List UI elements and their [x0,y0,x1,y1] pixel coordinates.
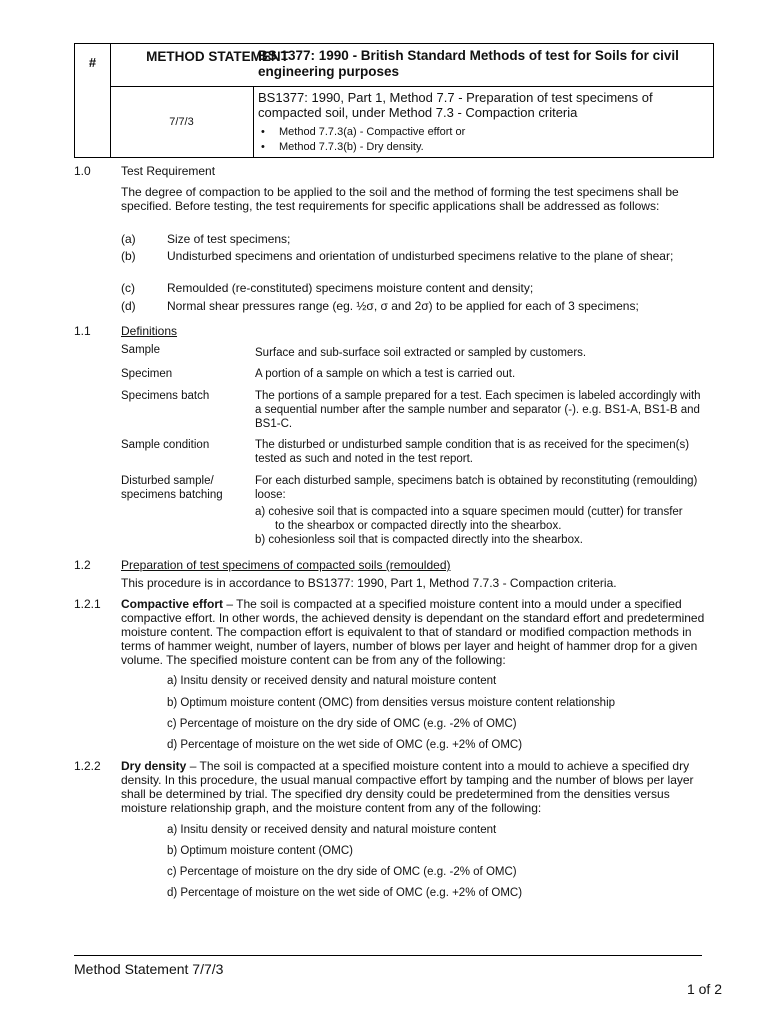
header-table: # METHOD STATEMENT BS 1377: 1990 - British Standard Methods of test for Soils for civil engineering purposes 7/7/3 BS1377: 1990, Part 1, Method 7.7 - Preparation of test specimens of compacted soil, under Method 7.3 - Compaction criteria • Method 7.7.3(a) - Compactive effort or • Method 7.7.3(b) - Dry density. [74,43,714,158]
paragraph-lead: Compactive effort [121,597,224,611]
table-divider [110,86,713,87]
footer-divider [74,955,702,956]
section-title: Test Requirement [121,164,216,178]
bullet-icon: • [261,141,265,153]
section-title: Preparation of test specimens of compacted soils (remoulded) [121,558,451,572]
section-intro: The degree of compaction to be applied to the soil and the method of forming the test specimens shall be specified. Before testing, the test requirements for specific applications shall be addressed as follows: [121,185,679,213]
section-intro: This procedure is in accordance to BS1377: 1990, Part 1, Method 7.7.3 - Compaction criteria. [121,576,617,590]
definition-term: Specimen [121,368,173,380]
method-code: 7/7/3 [169,116,194,128]
definition-term: Sample condition [121,439,210,451]
list-item: Normal shear pressures range (eg. ½σ, σ and 2σ) to be applied for each of 3 specimens; [167,299,639,313]
table-divider [253,86,254,157]
definition-desc: A portion of a sample on which a test is carried out. [255,368,516,380]
definition-subitem: a) cohesive soil that is compacted into a square specimen mould (cutter) for transfer to the shearbox or compacted directly into the shearbox. [255,506,683,532]
hash-label: # [88,55,97,70]
standard-subtitle: BS1377: 1990, Part 1, Method 7.7 - Preparation of test specimens of compacted soil, under Method 7.3 - Compaction criteria [258,90,653,120]
list-item: b) Optimum moisture content (OMC) [167,845,353,857]
definition-term: Sample [121,344,160,356]
paragraph: Compactive effort – The soil is compacted at a specified moisture content into a mould under a specified compactive effort. In other words, the achieved density is dependant on the standard effort and predetermined moisture content. The compaction effort is equivalent to that of standard or modified compaction methods in terms of hammer weight, number of layers, number of blows per layer and height of hammer drop for a given volume. The specified moisture content can be from any of the following: [121,597,705,667]
page-number: 1 of 2 [686,981,722,997]
list-label: (c) [121,281,135,295]
list-item: b) Optimum moisture content (OMC) from densities versus moisture content relationship [167,697,616,709]
section-number: 1.2 [74,558,91,572]
bullet-icon: • [261,126,265,138]
definition-desc: For each disturbed sample, specimens batch is obtained by reconstituting (remoulding) loose: [255,475,698,501]
list-item: Remoulded (re-constituted) specimens moisture content and density; [167,281,534,295]
footer-title: Method Statement 7/7/3 [74,961,224,977]
paragraph-lead: Dry density [121,759,187,773]
list-item: c) Percentage of moisture on the dry side of OMC (e.g. -2% of OMC) [167,718,517,730]
section-number: 1.1 [74,324,91,338]
section-number: 1.2.2 [74,759,101,773]
list-item: d) Percentage of moisture on the wet side of OMC (e.g. +2% of OMC) [167,739,523,751]
list-item: a) Insitu density or received density and natural moisture content [167,675,497,687]
list-label: (a) [121,232,136,246]
list-label: (d) [121,299,136,313]
definition-term: Specimens batch [121,390,210,402]
list-item: Undisturbed specimens and orientation of undisturbed specimens relative to the plane of shear; [167,249,674,263]
list-item: a) Insitu density or received density and natural moisture content [167,824,497,836]
section-title: Definitions [121,324,178,338]
list-label: (b) [121,249,136,263]
standard-title: BS 1377: 1990 - British Standard Methods of test for Soils for civil engineering purposes [258,48,679,79]
section-number: 1.2.1 [74,597,101,611]
definition-term: Disturbed sample/ specimens batching [121,475,223,501]
section-number: 1.0 [74,164,91,178]
definition-subitem: b) cohesionless soil that is compacted directly into the shearbox. [255,534,583,546]
definition-desc: The portions of a sample prepared for a test. Each specimen is labeled accordingly with a sequential number after the sample number and separator (-). e.g. BS1-A, BS1-B and BS1-C. [255,390,701,430]
definition-desc: Surface and sub-surface soil extracted or sampled by customers. [255,347,587,359]
paragraph: Dry density – The soil is compacted at a specified moisture content into a mould to achieve a specified dry density. In this procedure, the usual manual compactive effort by tamping and the number of blows per layer shall be determined by trial. The specified dry density could be predetermined from the densities versus moisture relationship graph, and the moisture content from any of the following: [121,759,694,815]
list-item: c) Percentage of moisture on the dry side of OMC (e.g. -2% of OMC) [167,866,517,878]
list-item: Size of test specimens; [167,232,291,246]
definition-desc: The disturbed or undisturbed sample condition that is as received for the specimen(s) tested as such and noted in the test report. [255,439,690,465]
method-statement-label: METHOD STATEMENT [146,49,289,64]
list-item: d) Percentage of moisture on the wet side of OMC (e.g. +2% of OMC) [167,887,523,899]
